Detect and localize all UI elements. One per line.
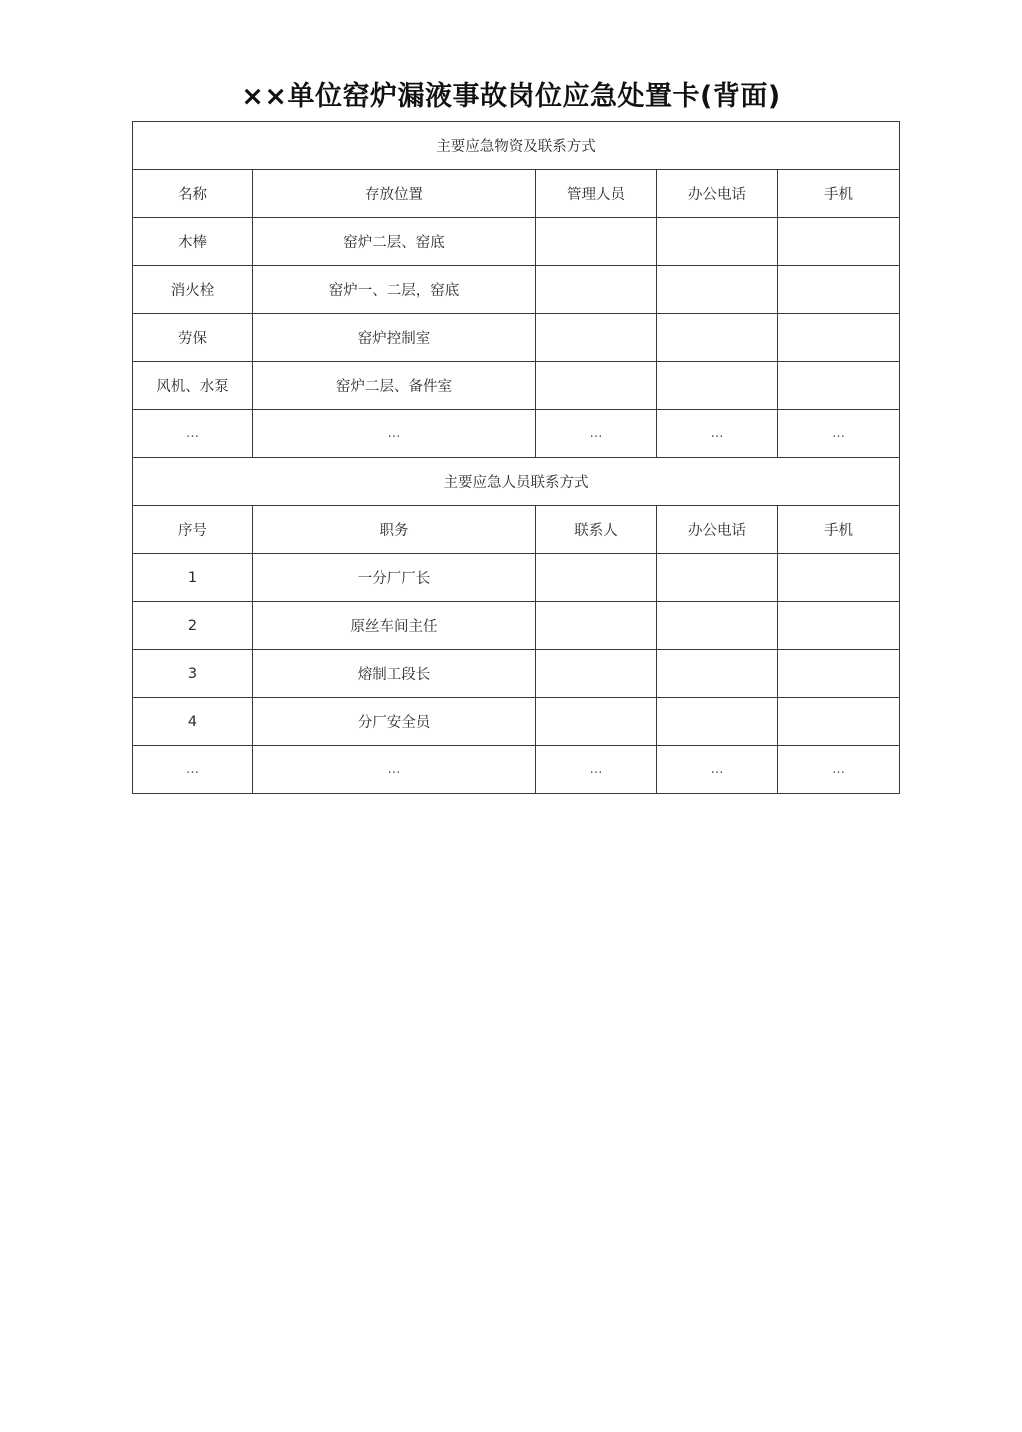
manager-cell — [536, 218, 657, 266]
personnel-section-title: 主要应急人员联系方式 — [133, 458, 900, 506]
column-header: 管理人员 — [536, 170, 657, 218]
table-row — [133, 746, 900, 794]
office-phone-cell — [657, 698, 778, 746]
serial-number-cell: 4 — [133, 698, 253, 746]
personnel-header-row — [133, 506, 900, 554]
column-header: 办公电话 — [657, 170, 778, 218]
position-cell: 一分厂厂长 — [253, 554, 536, 602]
ellipsis-cell: … — [133, 410, 253, 458]
column-header: 手机 — [778, 506, 900, 554]
ellipsis-cell: … — [536, 746, 657, 794]
manager-cell — [536, 266, 657, 314]
materials-section-row — [133, 122, 900, 170]
office-phone-cell — [657, 266, 778, 314]
table-row — [133, 698, 900, 746]
ellipsis-cell: … — [253, 410, 536, 458]
storage-location-cell: 窑炉二层、备件室 — [253, 362, 536, 410]
material-name-cell: 劳保 — [133, 314, 253, 362]
table-row — [133, 218, 900, 266]
office-phone-cell — [657, 650, 778, 698]
position-cell: 分厂安全员 — [253, 698, 536, 746]
ellipsis-cell: … — [778, 410, 900, 458]
serial-number-cell: 2 — [133, 602, 253, 650]
ellipsis-cell: … — [536, 410, 657, 458]
table-row — [133, 266, 900, 314]
manager-cell — [536, 314, 657, 362]
contact-person-cell — [536, 602, 657, 650]
office-phone-cell — [657, 362, 778, 410]
column-header: 序号 — [133, 506, 253, 554]
storage-location-cell: 窑炉一、二层，窑底 — [253, 266, 536, 314]
mobile-cell — [778, 698, 900, 746]
ellipsis-cell: … — [778, 746, 900, 794]
column-header: 名称 — [133, 170, 253, 218]
storage-location-cell: 窑炉二层、窑底 — [253, 218, 536, 266]
contact-person-cell — [536, 554, 657, 602]
material-name-cell: 风机、水泵 — [133, 362, 253, 410]
mobile-cell — [778, 218, 900, 266]
personnel-section-row — [133, 458, 900, 506]
mobile-cell — [778, 554, 900, 602]
page-title: ××单位窑炉漏液事故岗位应急处置卡(背面) — [241, 81, 781, 112]
ellipsis-cell: … — [657, 746, 778, 794]
column-header: 手机 — [778, 170, 900, 218]
column-header: 职务 — [253, 506, 536, 554]
material-name-cell: 消火栓 — [133, 266, 253, 314]
position-cell: 原丝车间主任 — [253, 602, 536, 650]
office-phone-cell — [657, 314, 778, 362]
office-phone-cell — [657, 602, 778, 650]
table-row — [133, 650, 900, 698]
table-row — [133, 410, 900, 458]
mobile-cell — [778, 650, 900, 698]
ellipsis-cell: … — [657, 410, 778, 458]
contact-person-cell — [536, 650, 657, 698]
table-row — [133, 362, 900, 410]
mobile-cell — [778, 314, 900, 362]
serial-number-cell: 3 — [133, 650, 253, 698]
emergency-card-table — [132, 121, 900, 794]
mobile-cell — [778, 602, 900, 650]
storage-location-cell: 窑炉控制室 — [253, 314, 536, 362]
office-phone-cell — [657, 554, 778, 602]
position-cell: 熔制工段长 — [253, 650, 536, 698]
table-row — [133, 314, 900, 362]
manager-cell — [536, 362, 657, 410]
table-row — [133, 602, 900, 650]
office-phone-cell — [657, 218, 778, 266]
column-header: 办公电话 — [657, 506, 778, 554]
materials-header-row — [133, 170, 900, 218]
materials-section-title: 主要应急物资及联系方式 — [133, 122, 900, 170]
serial-number-cell: 1 — [133, 554, 253, 602]
ellipsis-cell: … — [253, 746, 536, 794]
ellipsis-cell: … — [133, 746, 253, 794]
contact-person-cell — [536, 698, 657, 746]
column-header: 联系人 — [536, 506, 657, 554]
material-name-cell: 木棒 — [133, 218, 253, 266]
column-header: 存放位置 — [253, 170, 536, 218]
mobile-cell — [778, 266, 900, 314]
table-row — [133, 554, 900, 602]
mobile-cell — [778, 362, 900, 410]
